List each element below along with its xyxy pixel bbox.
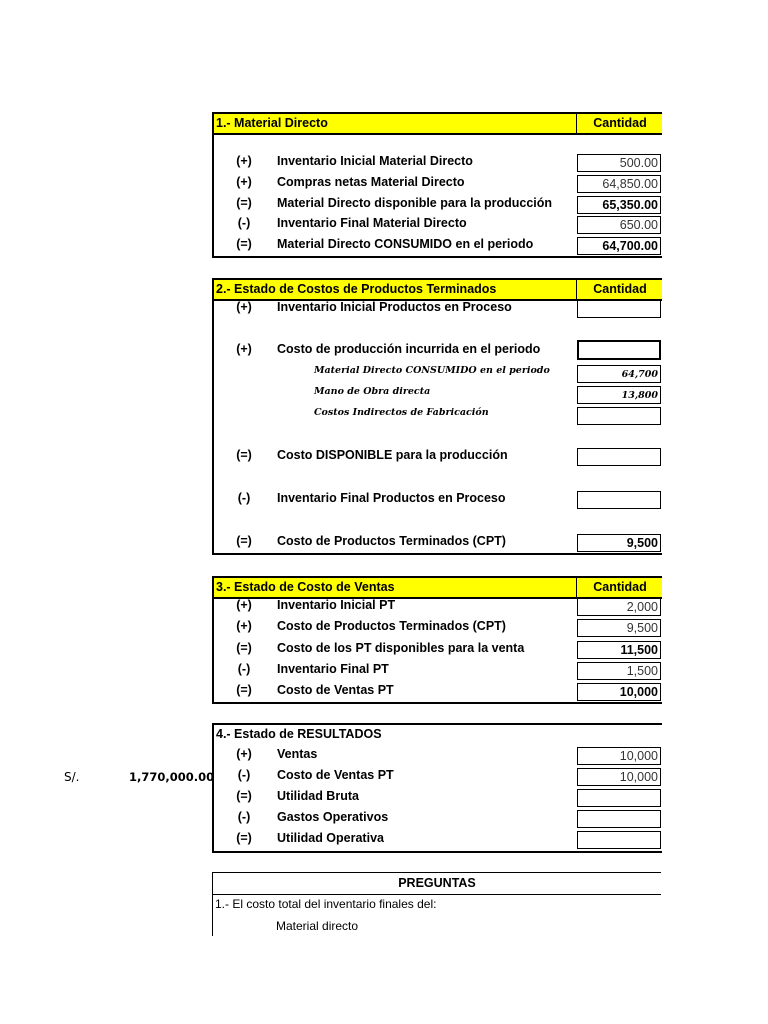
row-label: Material Directo CONSUMIDO en el periodo [277,237,534,251]
row-label: Costo de Productos Terminados (CPT) [277,619,506,633]
value-cell[interactable]: 9,500 [577,619,661,637]
question-1: 1.- El costo total del inventario finales del: [215,897,437,911]
sign: (=) [236,196,252,210]
value-cell[interactable]: 650.00 [577,216,661,234]
sign: (=) [236,641,252,655]
section-header [214,112,662,135]
table-row [214,641,662,661]
row-label: Gastos Operativos [277,810,389,824]
row-label: Costo de Productos Terminados (CPT) [277,534,506,548]
section-bottom-border [214,851,662,853]
section-bottom-border [214,702,662,704]
value-cell[interactable]: 13,800 [577,386,661,404]
sign: (+) [236,747,252,761]
row-label: Costo de producción incurrida en el periodo [277,342,541,356]
sign: (-) [237,810,251,824]
section-header [214,278,662,301]
value-cell[interactable]: 11,500 [577,641,661,659]
table-row [214,237,662,257]
value-cell[interactable]: 2,000 [577,598,661,616]
row-label: Ventas [277,747,318,761]
value-cell[interactable]: 10,000 [577,683,661,701]
section-costos-productos-terminados [212,278,662,555]
sign: (+) [236,598,252,612]
row-label: Inventario Final PT [277,662,389,676]
table-row [214,619,662,639]
row-label: Inventario Final Productos en Proceso [277,491,506,505]
sign: (=) [236,789,252,803]
section-bottom-border [214,256,662,258]
section-top-border [214,723,662,725]
value-cell[interactable]: 9,500 [577,534,661,552]
table-row [214,448,662,468]
sub-label: Material Directo CONSUMIDO en el periodo [314,365,550,376]
row-label: Inventario Inicial Material Directo [277,154,473,168]
table-row [214,534,662,554]
column-header-cantidad: Cantidad [576,578,663,597]
section-title: 1.- Material Directo [216,116,328,130]
table-row [214,342,662,362]
preguntas-title: PREGUNTAS [213,872,661,895]
value-cell[interactable] [577,300,661,318]
section-title: 3.- Estado de Costo de Ventas [216,580,395,594]
sub-label: Mano de Obra directa [314,386,431,397]
value-cell[interactable]: 1,500 [577,662,661,680]
row-label: Material Directo disponible para la producción [277,196,553,210]
table-row [214,662,662,682]
sign: (-) [237,768,251,782]
table-row [214,196,662,216]
currency-symbol: S/. [64,770,80,784]
sign: (=) [236,237,252,251]
sign: (-) [237,216,251,230]
table-row [214,768,662,788]
table-row [214,175,662,195]
sign: (+) [236,175,252,189]
sign: (+) [236,619,252,633]
table-row [214,300,662,320]
value-cell[interactable] [577,831,661,849]
value-cell[interactable] [577,340,661,360]
value-cell[interactable]: 65,350.00 [577,196,661,214]
row-label: Inventario Final Material Directo [277,216,467,230]
sign: (=) [236,534,252,548]
row-label: Costo de los PT disponibles para la venta [277,641,525,655]
section-header [214,576,662,599]
sub-row [214,407,662,427]
row-label: Utilidad Bruta [277,789,359,803]
sign: (=) [236,448,252,462]
value-cell[interactable]: 64,700 [577,365,661,383]
sign: (+) [236,342,252,356]
section-title: 4.- Estado de RESULTADOS [216,727,382,741]
table-row [214,831,662,851]
row-label: Compras netas Material Directo [277,175,465,189]
section-material-directo [212,112,662,258]
value-cell[interactable] [577,491,661,509]
value-cell[interactable] [577,448,661,466]
value-cell[interactable] [577,810,661,828]
sub-label: Costos Indirectos de Fabricación [314,407,489,418]
table-row [214,789,662,809]
side-amount: 1,770,000.00 [129,770,215,784]
sign: (+) [236,300,252,314]
table-row [214,491,662,511]
section-title: 2.- Estado de Costos de Productos Terminados [216,282,497,296]
sign: (-) [237,491,251,505]
table-row [214,154,662,174]
table-row [214,810,662,830]
section-estado-de-resultados [212,723,662,853]
table-row [214,598,662,618]
row-label: Inventario Inicial Productos en Proceso [277,300,512,314]
value-cell[interactable] [577,789,661,807]
column-header-cantidad: Cantidad [576,280,663,299]
section-costo-de-ventas [212,576,662,704]
sign: (+) [236,154,252,168]
value-cell[interactable] [577,407,661,425]
row-label: Inventario Inicial PT [277,598,396,612]
table-row [214,216,662,236]
value-cell[interactable]: 10,000 [577,747,661,765]
row-label: Costo de Ventas PT [277,683,394,697]
row-label: Costo de Ventas PT [277,768,394,782]
value-cell[interactable]: 64,850.00 [577,175,661,193]
preguntas-section [212,872,661,936]
sign: (=) [236,683,252,697]
table-row [214,683,662,703]
sign: (=) [236,831,252,845]
column-header-cantidad: Cantidad [576,114,663,133]
sign: (-) [237,662,251,676]
value-cell[interactable]: 10,000 [577,768,661,786]
table-row [214,747,662,767]
row-label: Utilidad Operativa [277,831,384,845]
sub-row [214,386,662,406]
sub-row [214,365,662,385]
value-cell[interactable]: 500.00 [577,154,661,172]
row-label: Costo DISPONIBLE para la producción [277,448,508,462]
value-cell[interactable]: 64,700.00 [577,237,661,255]
section-bottom-border [214,553,662,555]
question-1-item: Material directo [276,919,359,933]
